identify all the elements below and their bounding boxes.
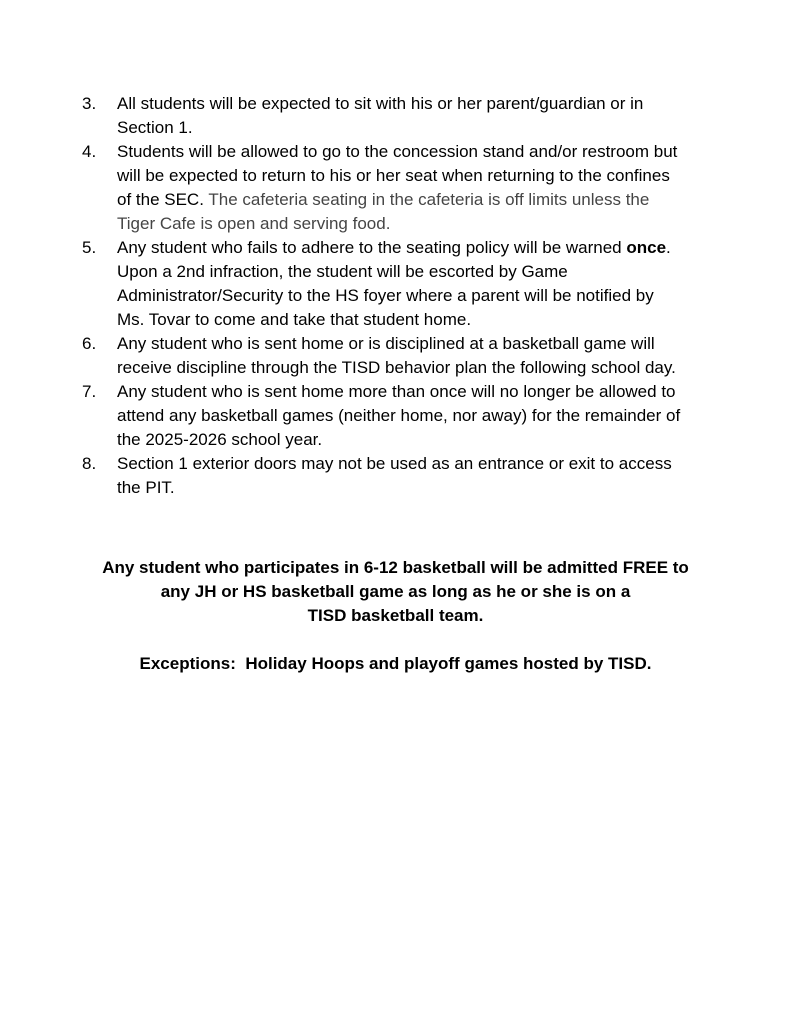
rule-text-line [117,188,722,212]
rule-number: 7. [82,382,97,401]
rule-text: Upon a 2nd infraction, the student will be escorted by Game [117,262,568,281]
rule-text-line [117,356,722,380]
rule-item [82,452,722,500]
rule-text-line [117,140,722,164]
rule-text: the PIT. [117,478,175,497]
rule-text-line [117,212,722,236]
rule-text: Tiger Cafe is open and serving food. [117,214,391,233]
rule-text: Any student who is sent home more than once will no longer be allowed to [117,382,676,401]
rule-text: will be expected to return to his or her seat when returning to the confines [117,166,670,185]
rule-item [82,332,722,380]
rule-text-line [117,284,722,308]
rule-text: the 2025-2026 school year. [117,430,323,449]
rule-text-line [117,476,722,500]
rule-text: Any student who fails to adhere to the seating policy will be warned [117,238,627,257]
notice-line: any JH or HS basketball game as long as he or she is on a [160,582,631,601]
rule-text-line [117,236,722,260]
rule-item [82,236,722,332]
rule-text-line [117,428,722,452]
rule-text: Section 1 exterior doors may not be used as an entrance or exit to access [117,454,672,473]
rule-text-line [117,380,722,404]
rule-text-line [117,92,722,116]
rule-number: 8. [82,454,97,473]
rule-number: 4. [82,142,97,161]
rule-text: All students will be expected to sit with his or her parent/guardian or in [117,94,644,113]
rule-text: Administrator/Security to the HS foyer where a parent will be notified by [117,286,654,305]
rule-text-line [117,404,722,428]
rule-number: 3. [82,94,97,113]
rule-text: Ms. Tovar to come and take that student home. [117,310,472,329]
rule-text-line [117,332,722,356]
rule-text-line [117,452,722,476]
rules-list [82,92,722,500]
rule-text: Any student who is sent home or is disciplined at a basketball game will [117,334,655,353]
rule-text: The cafeteria seating in the cafeteria is off limits unless the [208,190,650,209]
notice-line: Any student who participates in 6-12 basketball will be admitted FREE to [102,558,689,577]
rule-text-line [117,116,722,140]
emphasis-text: once [626,238,667,257]
rule-text: attend any basketball games (neither home, nor away) for the remainder of [117,406,681,425]
rule-text: Students will be allowed to go to the concession stand and/or restroom but [117,142,678,161]
rule-item [82,380,722,452]
rule-text: . [666,238,671,257]
rule-text: Section 1. [117,118,193,137]
rule-item [82,140,722,236]
free-admission-notice [0,556,791,628]
rule-number: 5. [82,238,97,257]
rule-text-line [117,308,722,332]
rule-item [82,92,722,140]
notice-line: TISD basketball team. [307,606,484,625]
rule-text: of the SEC. [117,190,209,209]
exceptions-note: Exceptions: Holiday Hoops and playoff games hosted by TISD. [139,654,652,673]
rule-text-line [117,260,722,284]
rule-number: 6. [82,334,97,353]
rule-text: receive discipline through the TISD behavior plan the following school day. [117,358,676,377]
rule-text-line [117,164,722,188]
